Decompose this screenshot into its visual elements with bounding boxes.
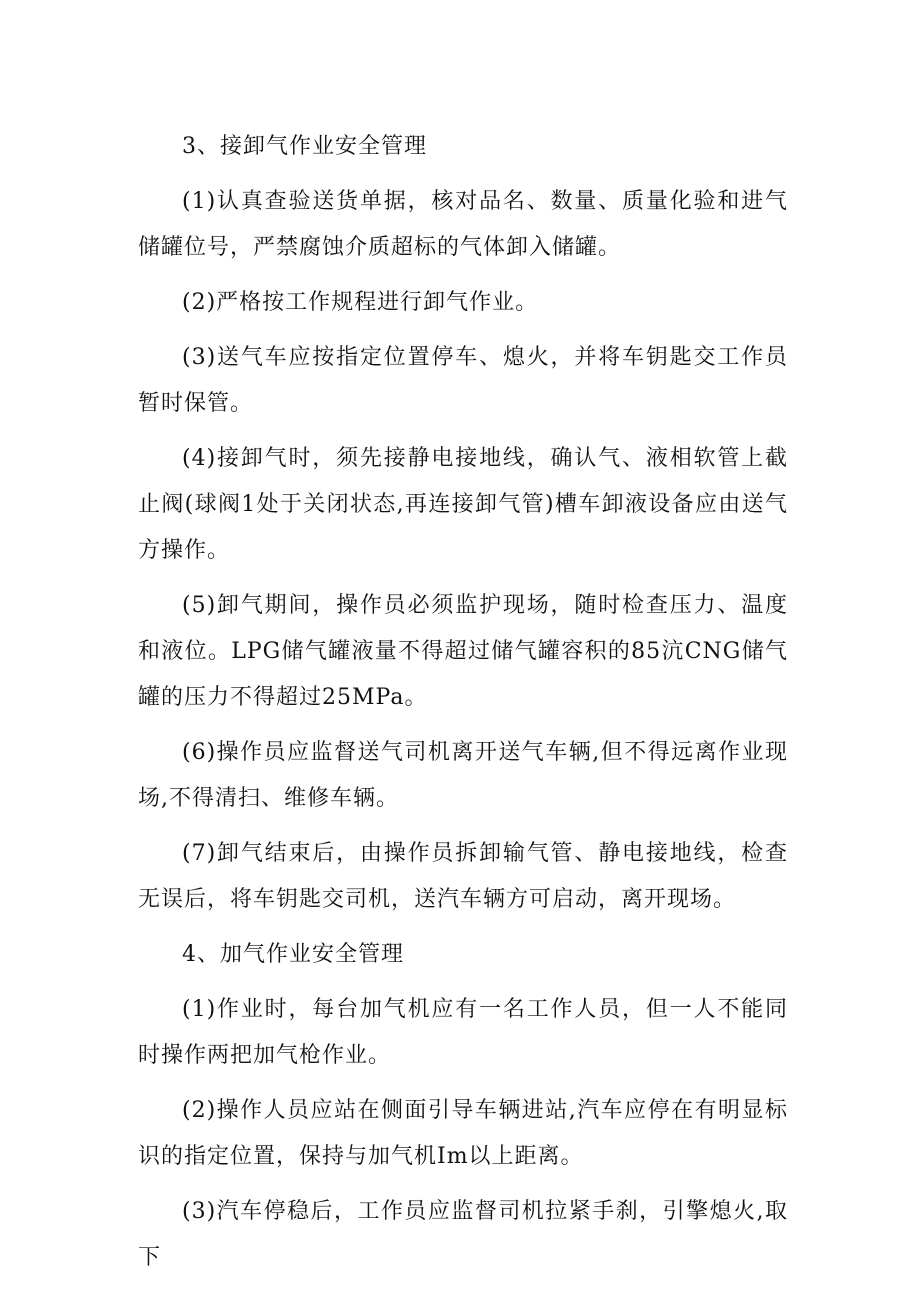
paragraph-item-10: (3)汽车停稳后，工作员应监督司机拉紧手刹，引擎熄火,取下	[138, 1199, 788, 1270]
paragraph-item-1: (1)认真查验送货单据，核对品名、数量、质量化验和进气储罐位号，严禁腐蚀介质超标的气体卸入储罐。	[138, 189, 788, 260]
document-body	[138, 124, 788, 1290]
paragraph-item-3: (3)送气车应按指定位置停车、熄火，并将车钥匙交工作员暂时保管。	[138, 345, 788, 416]
section-heading-unloading: 3、接卸气作业安全管理	[182, 134, 427, 159]
paragraph-item-5: (5)卸气期间，操作员必须监护现场，随时检查压力、温度和液位。LPG储气罐液量不得超过储气罐容积的85沆CNG储气罐的压力不得超过25MPa。	[138, 593, 788, 710]
paragraph-item-8: (1)作业时，每台加气机应有一名工作人员，但一人不能同时操作两把加气枪作业。	[138, 997, 788, 1068]
paragraph-item-9: (2)操作人员应站在侧面引导车辆进站,汽车应停在有明显标识的指定位置，保持与加气机Im以上距离。	[138, 1098, 788, 1169]
paragraph-item-7: (7)卸气结束后，由操作员拆卸输气管、静电接地线，检查无误后，将车钥匙交司机，送汽车辆方可启动，离开现场。	[138, 841, 788, 912]
paragraph-item-6: (6)操作员应监督送气司机离开送气车辆,但不得远离作业现场,不得清扫、维修车辆。	[138, 740, 788, 811]
section-heading-refueling: 4、加气作业安全管理	[182, 942, 404, 967]
paragraph-item-4: (4)接卸气时，须先接静电接地线，确认气、液相软管上截止阀(球阀1处于关闭状态,再连接卸气管)槽车卸液设备应由送气方操作。	[138, 446, 788, 563]
paragraph-item-2: (2)严格按工作规程进行卸气作业。	[182, 290, 539, 315]
